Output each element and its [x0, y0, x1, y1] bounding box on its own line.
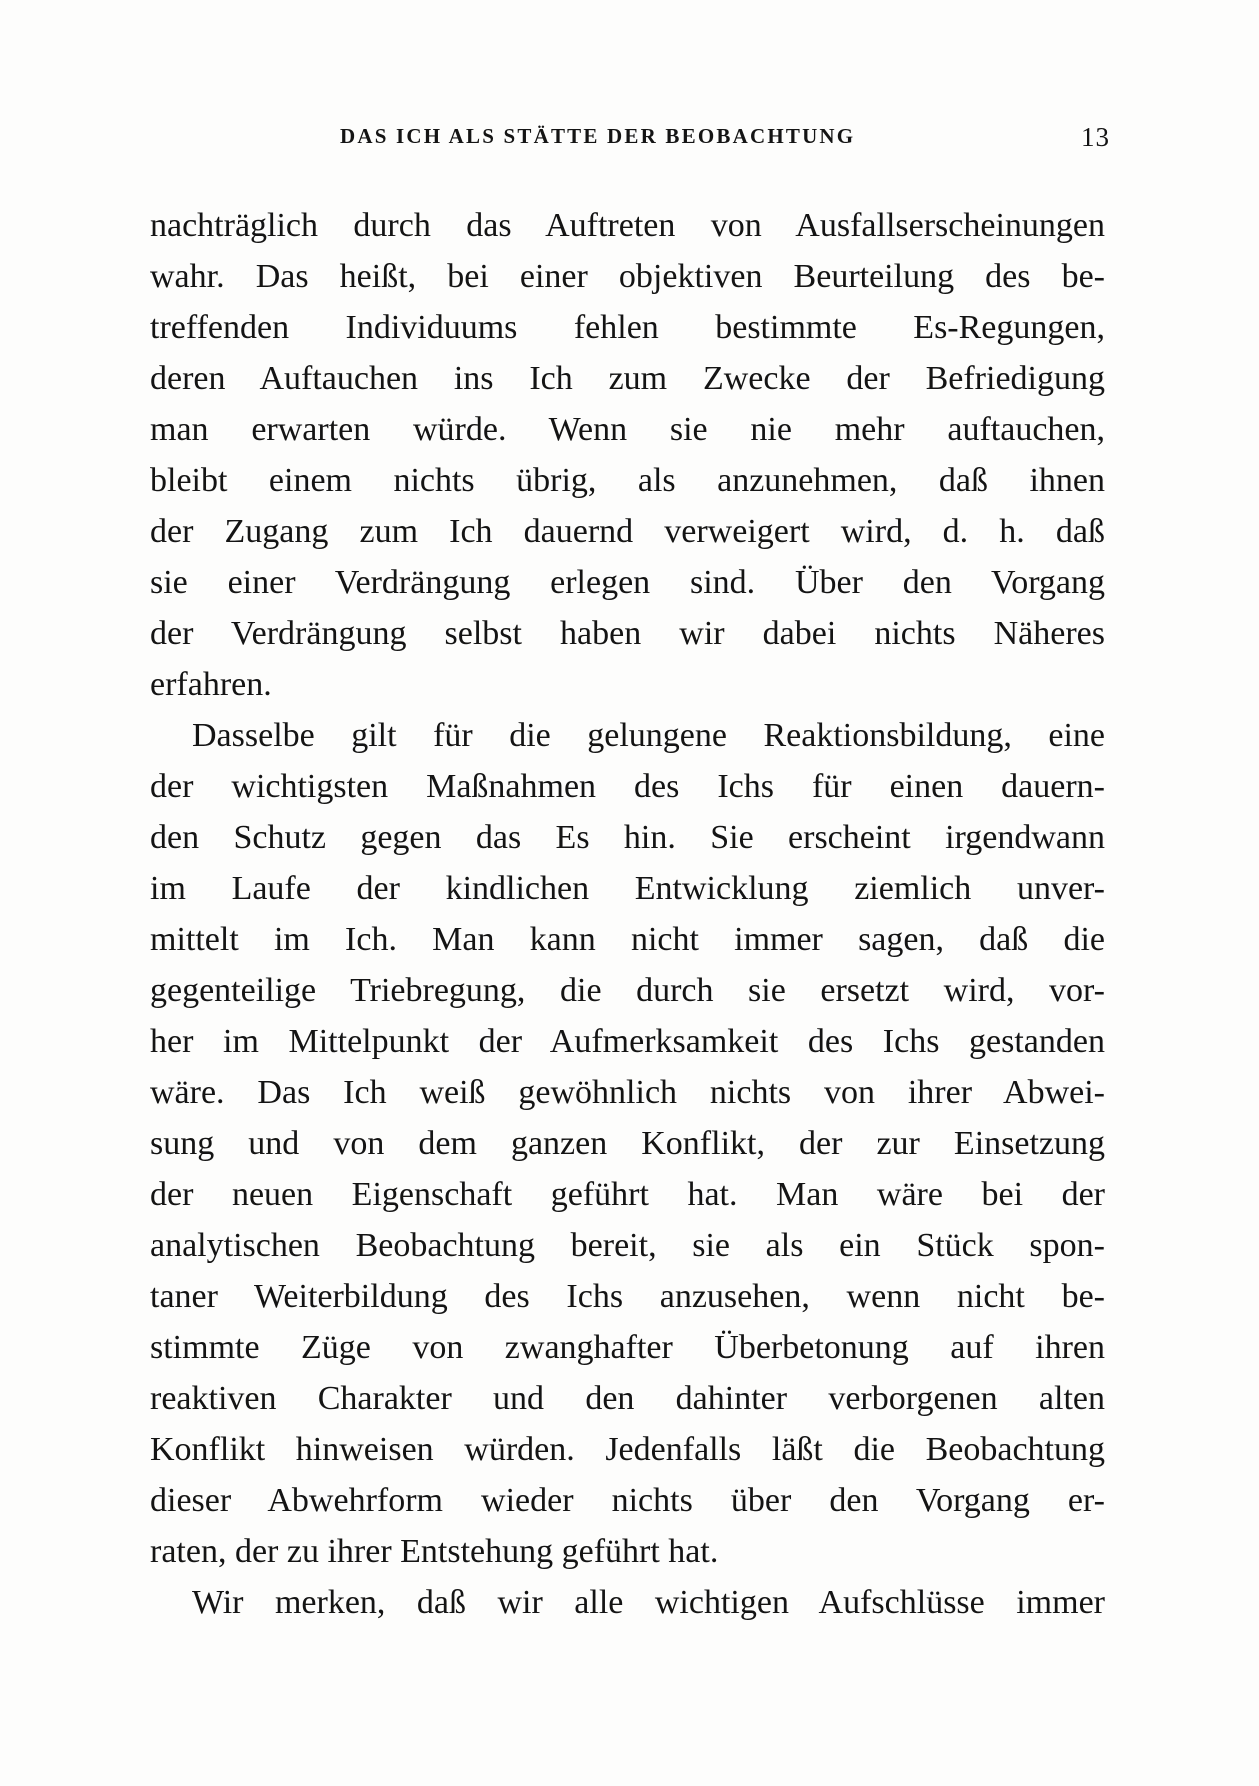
paragraph-2: [150, 710, 1105, 1577]
text-line: der Verdrängung selbst haben wir dabei nichts Näheres: [150, 615, 1105, 652]
text-line: der Zugang zum Ich dauernd verweigert wird, d. h. daß: [150, 513, 1105, 550]
text-line: gegenteilige Triebregung, die durch sie ersetzt wird, vor-: [150, 972, 1105, 1009]
text-line: den Schutz gegen das Es hin. Sie erscheint irgendwann: [150, 819, 1105, 856]
text-line: sie einer Verdrängung erlegen sind. Über den Vorgang: [150, 564, 1105, 601]
text-line: nachträglich durch das Auftreten von Ausfallserscheinungen: [150, 207, 1105, 244]
text-line: dieser Abwehrform wieder nichts über den Vorgang er-: [150, 1482, 1105, 1519]
text-line: der neuen Eigenschaft geführt hat. Man wäre bei der: [150, 1176, 1105, 1213]
text-line: treffenden Individuums fehlen bestimmte Es-Regungen,: [150, 309, 1105, 346]
text-line: deren Auftauchen ins Ich zum Zwecke der Befriedigung: [150, 360, 1105, 397]
text-line: stimmte Züge von zwanghafter Überbetonung auf ihren: [150, 1329, 1105, 1366]
text-line: mittelt im Ich. Man kann nicht immer sagen, daß die: [150, 921, 1105, 958]
text-line: her im Mittelpunkt der Aufmerksamkeit des Ichs gestanden: [150, 1023, 1105, 1060]
text-line: wahr. Das heißt, bei einer objektiven Beurteilung des be-: [150, 258, 1105, 295]
running-title: DAS ICH ALS STÄTTE DER BEOBACHTUNG: [340, 124, 856, 148]
text-line: im Laufe der kindlichen Entwicklung ziemlich unver-: [150, 870, 1105, 907]
text-line: Dasselbe gilt für die gelungene Reaktionsbildung, eine: [192, 717, 1105, 754]
text-line: reaktiven Charakter und den dahinter verborgenen alten: [150, 1380, 1105, 1417]
page-number: 13: [1081, 122, 1110, 152]
text-line: erfahren.: [150, 666, 272, 703]
text-line: raten, der zu ihrer Entstehung geführt hat.: [150, 1533, 719, 1570]
text-line: der wichtigsten Maßnahmen des Ichs für einen dauern-: [150, 768, 1105, 805]
text-line: Wir merken, daß wir alle wichtigen Aufschlüsse immer: [192, 1584, 1105, 1621]
running-head: [150, 124, 1110, 160]
text-line: analytischen Beobachtung bereit, sie als ein Stück spon-: [150, 1227, 1105, 1264]
text-line: bleibt einem nichts übrig, als anzunehmen, daß ihnen: [150, 462, 1105, 499]
text-line: sung und von dem ganzen Konflikt, der zur Einsetzung: [150, 1125, 1105, 1162]
text-line: taner Weiterbildung des Ichs anzusehen, wenn nicht be-: [150, 1278, 1105, 1315]
text-line: Konflikt hinweisen würden. Jedenfalls läßt die Beobachtung: [150, 1431, 1105, 1468]
text-line: wäre. Das Ich weiß gewöhnlich nichts von ihrer Abwei-: [150, 1074, 1105, 1111]
body-text: [150, 200, 1105, 1628]
paragraph-3: [150, 1577, 1105, 1628]
paragraph-1: [150, 200, 1105, 710]
text-line: man erwarten würde. Wenn sie nie mehr auftauchen,: [150, 411, 1105, 448]
